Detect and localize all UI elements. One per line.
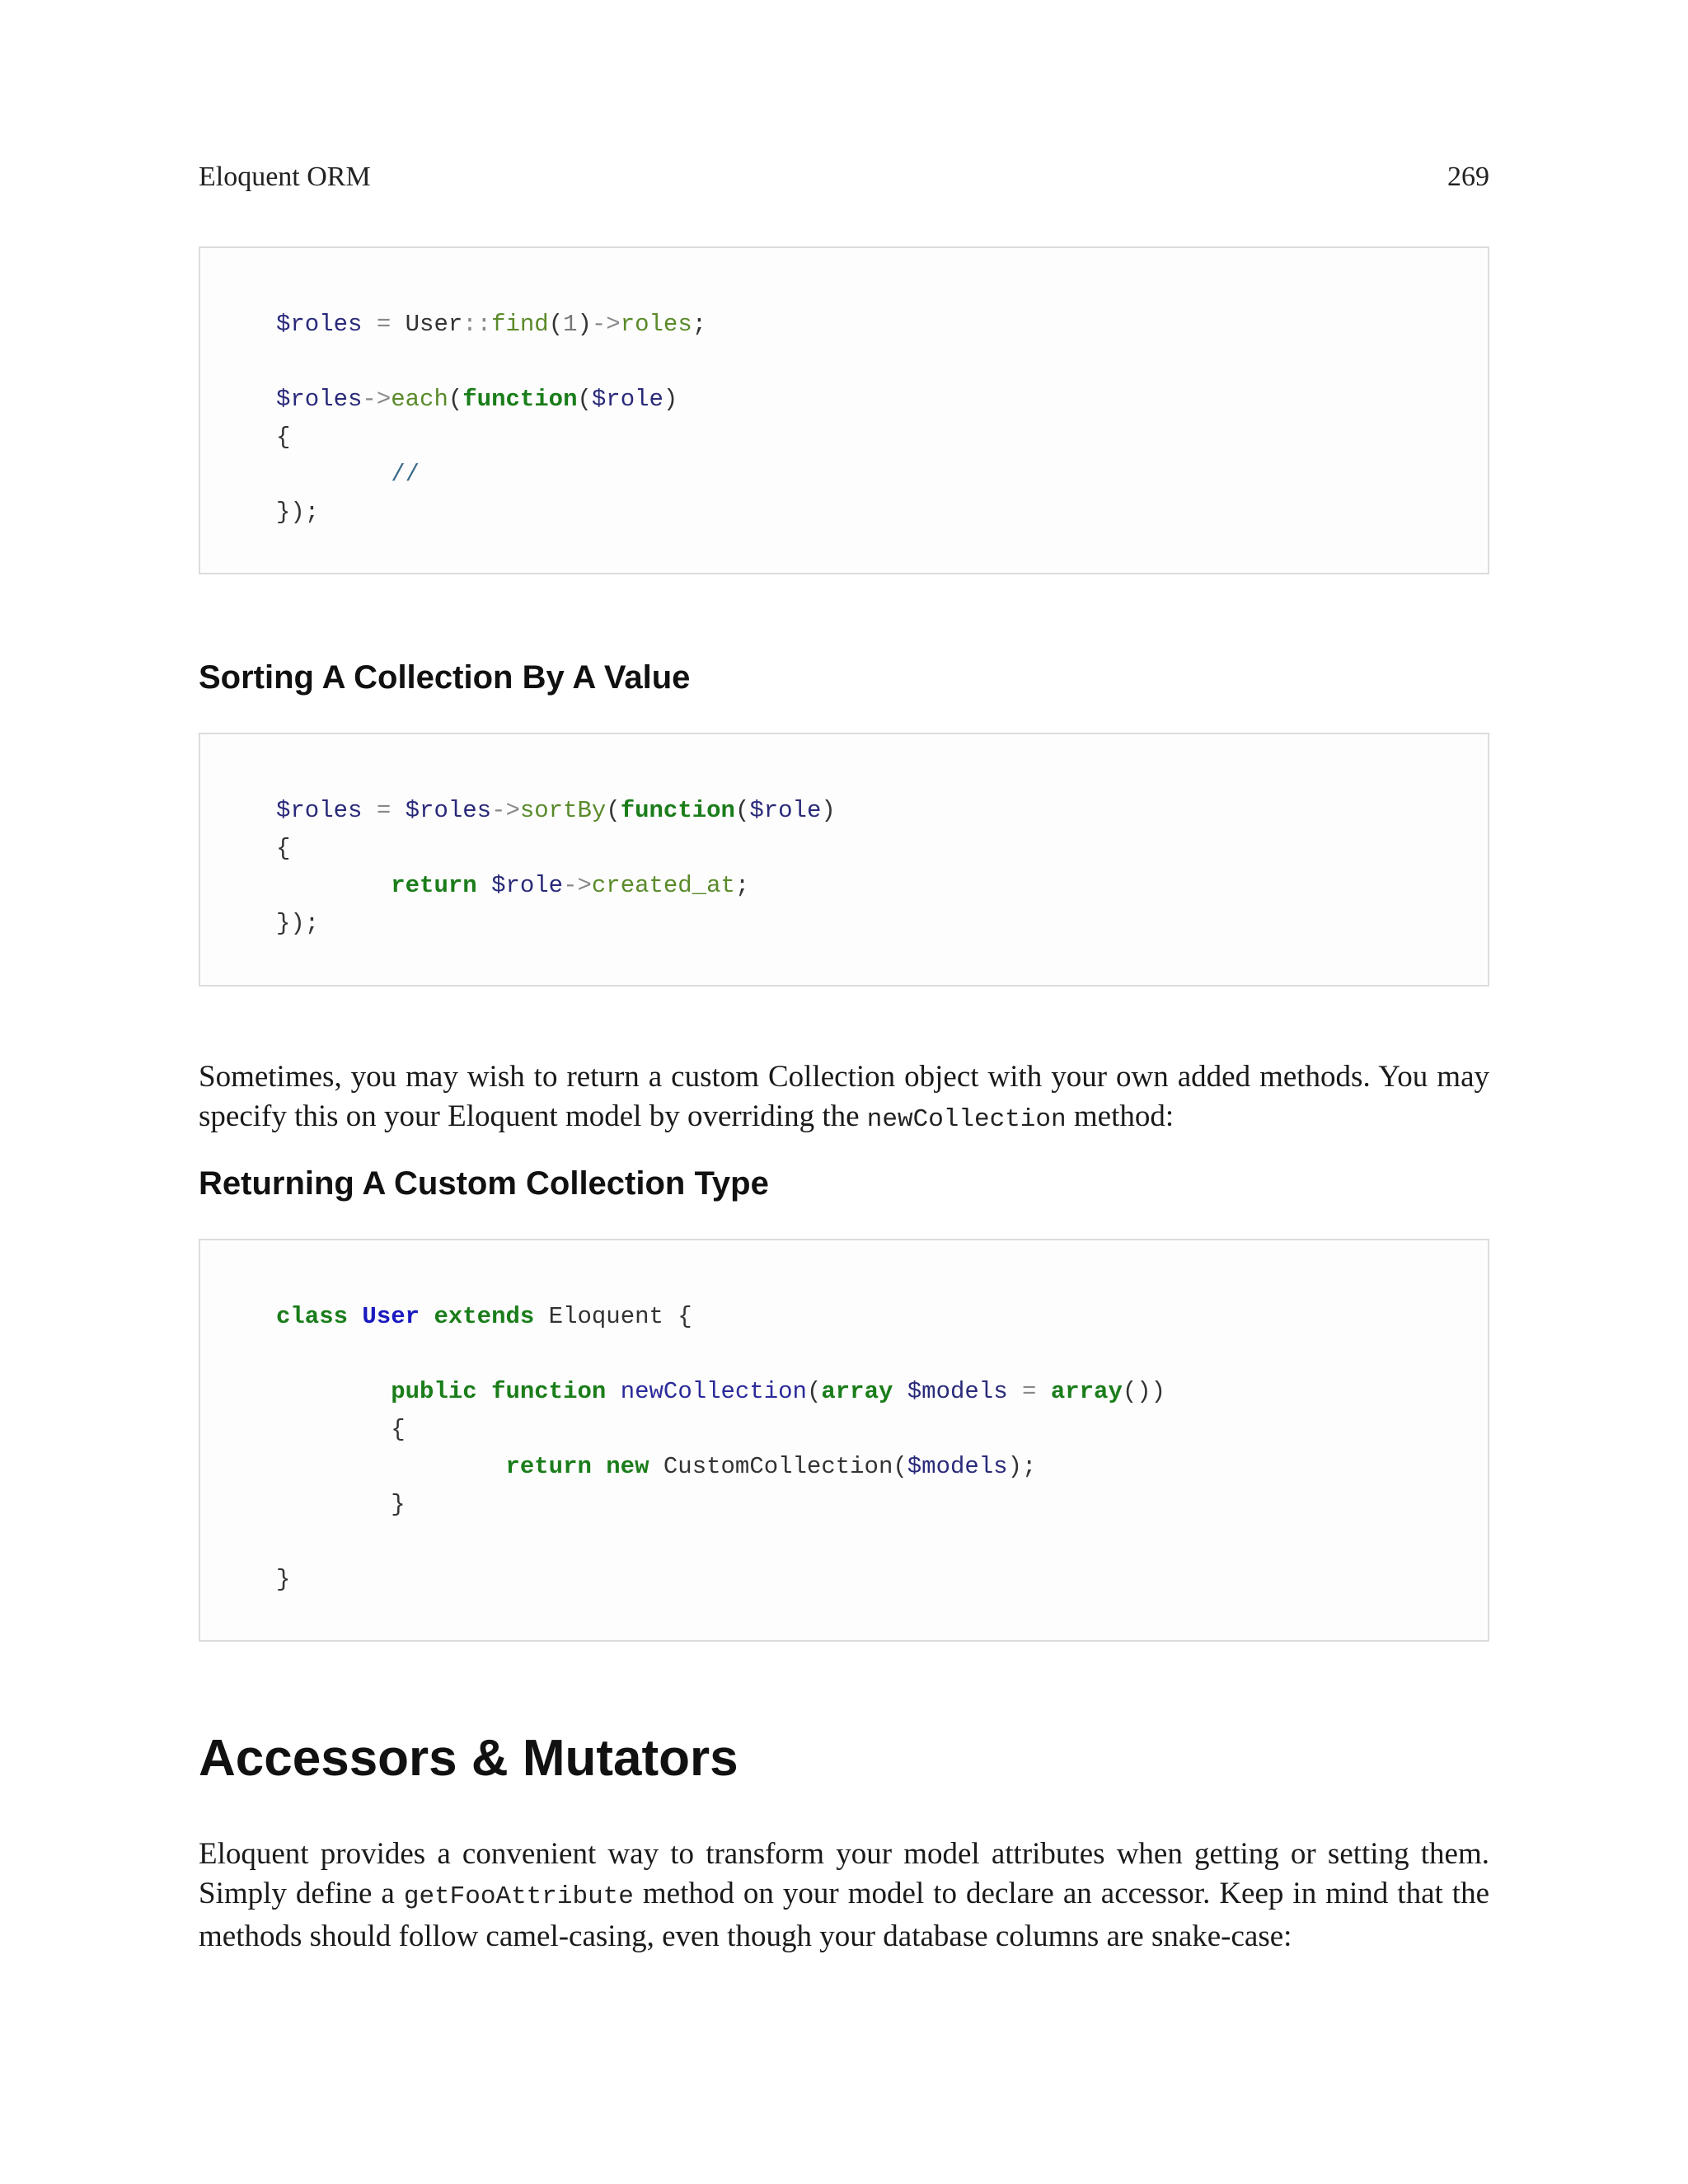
code-line: $roles->each(function($role) bbox=[276, 386, 678, 413]
code-line: { bbox=[276, 423, 291, 451]
code-block-each bbox=[199, 246, 1489, 574]
code-line: }); bbox=[276, 498, 320, 526]
code-line: return $role->created_at; bbox=[391, 872, 750, 899]
code-block-custom-collection bbox=[199, 1239, 1489, 1642]
inline-code-newCollection: newCollection bbox=[866, 1105, 1067, 1134]
code-line: $roles = $roles->sortBy(function($role) bbox=[276, 797, 836, 824]
chapter-heading-accessors: Accessors & Mutators bbox=[199, 1730, 738, 1787]
section-heading-custom-type: Returning A Custom Collection Type bbox=[199, 1165, 769, 1202]
page-number: 269 bbox=[1447, 162, 1489, 192]
code-line: // bbox=[391, 461, 420, 488]
code-line: }); bbox=[276, 909, 320, 937]
code-sortby-content bbox=[276, 792, 836, 942]
code-line: $roles = User::find(1)->roles; bbox=[276, 311, 707, 338]
paragraph-accessors bbox=[199, 1835, 1489, 1957]
section-heading-sorting: Sorting A Collection By A Value bbox=[199, 659, 691, 696]
paragraph-text: method: bbox=[1066, 1099, 1175, 1133]
code-line: { bbox=[276, 1415, 406, 1443]
paragraph-text: method on your model to declare an accessor. Keep in mind that the methods should follow camel-casing, even though your database columns are snake-case: bbox=[199, 1877, 1489, 1953]
code-line: } bbox=[276, 1565, 291, 1593]
chapter-title: Eloquent ORM bbox=[199, 162, 371, 192]
paragraph-text: Sometimes, you may wish to return a custom Collection object with your own added methods. You may specify this on your Eloquent model by overriding the bbox=[199, 1060, 1489, 1133]
code-line: return new CustomCollection($models); bbox=[505, 1453, 1037, 1480]
code-line: public function newCollection(array $models = array()) bbox=[391, 1378, 1166, 1405]
code-line: class User extends Eloquent { bbox=[276, 1303, 692, 1330]
code-each-content bbox=[276, 306, 706, 531]
paragraph-custom-collection bbox=[199, 1057, 1489, 1140]
code-line: } bbox=[276, 1490, 406, 1518]
paragraph-text: Eloquent provides a convenient way to transform your model attributes when getting or setting them. Simply define a bbox=[199, 1837, 1489, 1910]
code-custom-collection-content bbox=[276, 1298, 1165, 1598]
code-block-sortby bbox=[199, 733, 1489, 987]
code-line: { bbox=[276, 834, 291, 862]
running-header bbox=[199, 162, 1489, 193]
inline-code-getFooAttribute: getFooAttribute bbox=[403, 1882, 634, 1911]
